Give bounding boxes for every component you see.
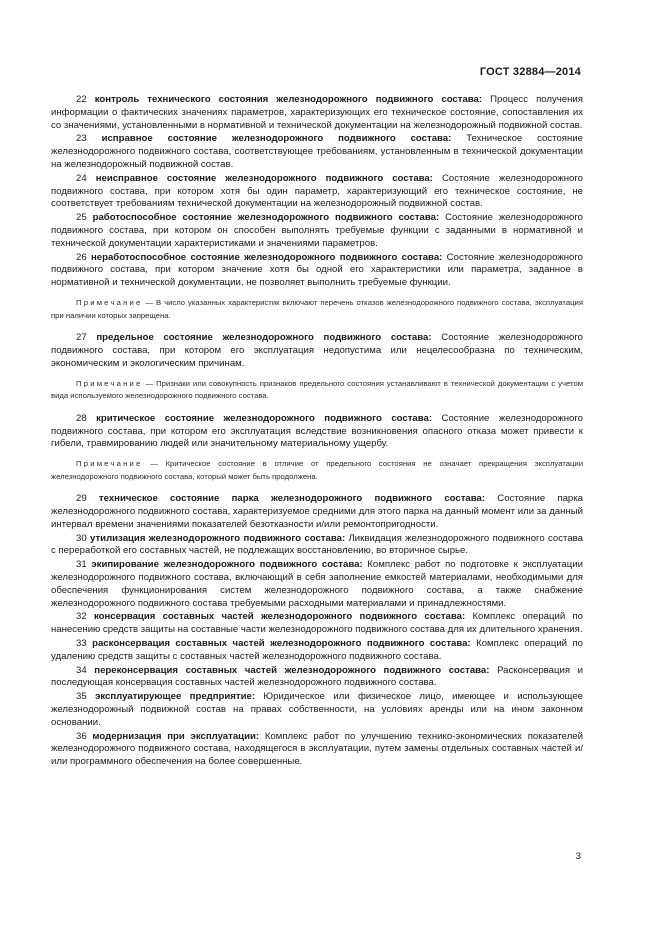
term-definition: Техническое состояние железнодорожного подвижного состава, соответствующее требованиям, установленным в технической документации на железнодорожный подвижной состав.: [51, 133, 583, 170]
term-number: 33: [76, 638, 87, 650]
term-entry-32: [51, 611, 583, 637]
term-number: 30: [76, 532, 87, 544]
term-number: 34: [76, 664, 87, 676]
term-entry-30: [51, 533, 583, 559]
term-entry-34: [51, 665, 583, 691]
term-number: 31: [76, 559, 87, 571]
term-entry-27: [51, 332, 583, 370]
note-label: Примечание: [76, 378, 143, 388]
note-label: Примечание: [76, 459, 143, 469]
term-number: 29: [76, 493, 87, 505]
term-definition: Расконсервация и последующая консервация составных частей железнодорожного подвижного состава.: [51, 664, 584, 689]
term-name: критическое состояние железнодорожного подвижного состава:: [96, 412, 433, 424]
term-entry-36: [51, 731, 583, 769]
term-entry-23: [51, 133, 583, 171]
term-entry-33: [51, 638, 583, 664]
term-name: исправное состояние железнодорожного подвижного состава:: [101, 133, 452, 145]
term-entry-24: [51, 173, 583, 211]
note-text: — Критическое состояние в отличие от предельного состояния не означает прекращения эксплуатации железнодорожного подвижного состава, который может быть продолжена.: [51, 459, 583, 481]
term-name: контроль технического состояния железнодорожного подвижного состава:: [94, 94, 483, 105]
term-name: неработоспособное состояние железнодорожного подвижного состава:: [90, 251, 443, 263]
term-definition: Ликвидация железнодорожного подвижного состава с переработкой его составных частей, не подлежащих восстановлению, во вторичное сырье.: [51, 532, 583, 557]
term-number: 35: [76, 691, 87, 703]
note-text: — Признаки или совокупность признаков предельного состояния устанавливают в технической документации с учетом вида используемого железнодорожного подвижного состава.: [51, 378, 583, 401]
term-entry-25: [51, 212, 583, 250]
term-definition: Юридическое или физическое лицо, имеющее и использующее железнодорожный подвижной состав на правах собственности, на условиях аренды или на ином законном основании.: [51, 691, 584, 728]
term-definition: Состояние железнодорожного подвижного состава, при котором значение хотя бы одной его характеристики или параметра, заданное в нормативной и технической документации, не позволяет выполнить требуемые функции.: [51, 251, 583, 289]
term-name: консервация составных частей железнодорожного подвижного состава:: [93, 611, 466, 623]
term-number: 23: [76, 133, 87, 145]
term-name: работоспособное состояние железнодорожного подвижного состава:: [92, 212, 440, 224]
term-name: модернизация при эксплуатации:: [92, 730, 260, 742]
term-number: 25: [76, 212, 87, 224]
term-entry-28: [51, 413, 583, 451]
term-entry-29: [51, 493, 583, 531]
term-name: переконсервация составных частей железнодорожного подвижного состава:: [94, 664, 490, 676]
term-definition: Состояние железнодорожного подвижного состава, при котором его эксплуатация вследствие возникновения опасного отказа может привести к гибели, травмированию людей или значительному материальному ущербу.: [51, 412, 583, 450]
terms-section: [51, 94, 583, 770]
term-definition: Комплекс работ по подготовке к эксплуатации железнодорожного подвижного состава, включающий в себя заполнение емкостей материалами, необходимыми для обеспечения функционирования систем железнодорожного подвижного состава, а также снабжение железнодорожного подвижного состава требуемыми расходными материалами и принадлежностями.: [51, 559, 583, 609]
term-entry-31: [51, 559, 583, 610]
term-definition: Состояние железнодорожного подвижного состава, при котором его эксплуатация недопустима или нецелесообразна по техническим, экономическим и экологическим причинам.: [51, 332, 583, 369]
term-definition: Процесс получения информации о фактических значениях параметров, характеризующих его техническое состояние, сопоставления их со значениями, установленными в нормативной и технической документации на железнодорожный подвижной состав.: [51, 94, 583, 131]
term-name: неисправное состояние железнодорожного подвижного состава:: [95, 172, 433, 184]
term-definition: Комплекс работ по улучшению технико-экономических показателей железнодорожного подвижного состава, находящегося в эксплуатации, путем замены отдельных составных частей и/или программного обеспечения на более совершенные.: [51, 730, 583, 768]
term-number: 27: [76, 332, 87, 344]
term-name: экипирование железнодорожного подвижного состава:: [91, 559, 363, 571]
term-definition: Состояние железнодорожного подвижного состава, при котором он способен выполнять требуемые функции с заданными в нормативной и технической документации характеристиками и значениями параметров.: [51, 212, 583, 249]
term-name: утилизация железнодорожного подвижного состава:: [90, 532, 346, 544]
note-label: Примечание: [76, 297, 143, 307]
term-definition: Комплекс операций по нанесению средств защиты на составные части железнодорожного подвижного состава для их длительного хранения.: [51, 611, 584, 636]
term-entry-35: [51, 691, 583, 729]
term-name: расконсервация составных частей железнодорожного подвижного состава:: [92, 638, 471, 650]
note-3: [51, 458, 583, 483]
term-definition: Состояние железнодорожного подвижного состава, при котором хотя бы один параметр, характеризующий его техническое состояние, не соответствует требованиям технической документации на железнодорожный подвижной состав.: [51, 172, 583, 210]
term-definition: Состояние парка железнодорожного подвижного состава, характеризуемое средними для этого парка на данный момент или за данный интервал времени значениями показателей безотказности и/или ремонтопригодности.: [51, 493, 583, 530]
term-number: 28: [76, 412, 87, 424]
page-number: 3: [575, 851, 581, 862]
term-entry-26: [51, 252, 583, 290]
note-text: — В число указанных характеристик включают перечень отказов железнодорожного подвижного состава, эксплуатация при наличии которых запрещена.: [51, 297, 583, 320]
term-number: 22: [76, 94, 87, 105]
term-entry-22: [51, 94, 583, 132]
term-number: 26: [76, 251, 87, 263]
term-definition: Комплекс операций по удалению средств защиты с составных частей железнодорожного подвижного состава.: [51, 638, 583, 662]
term-number: 36: [76, 730, 87, 742]
term-name: техническое состояние парка железнодорожного подвижного состава:: [98, 493, 486, 505]
term-number: 24: [76, 172, 87, 184]
standard-designation: ГОСТ 32884—2014: [479, 66, 581, 78]
term-name: предельное состояние железнодорожного подвижного состава:: [96, 332, 432, 344]
term-name: эксплуатирующее предприятие:: [95, 691, 256, 703]
note-2: [51, 378, 583, 403]
term-number: 32: [76, 611, 87, 623]
note-1: [51, 297, 583, 322]
